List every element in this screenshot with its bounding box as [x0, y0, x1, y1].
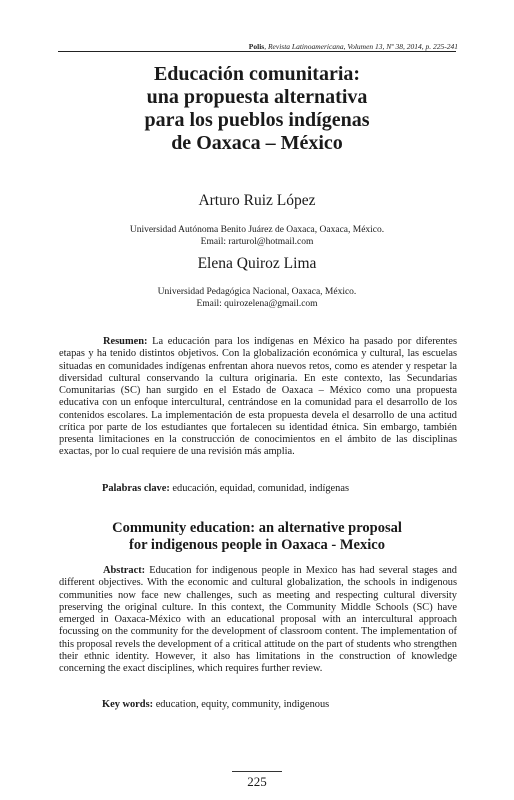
palabras-clave	[102, 483, 349, 494]
citation: , Revista Latinoamericana, Volumen 13, Nº 38, 2014, p. 225-241	[264, 42, 458, 51]
abstract-text: Education for indigenous people in Mexico has had several stages and different objectives. With the economic and cultural globalization, the schools in indigenous communities now face new challenges, such as meeting and respecting cultural diversity preserving the original culture. In this context, the Community Middle Schools (SC) have emerged in Oaxaca-México with an educational proposal with an intercultural approach focussing on the community for the development of classroom content. The implementation of this proposal revels the development of a critical attitude on the part of students who strengthen their ethnic identity. However, it also has limitations in the construction of knowledge concerning the exact disciplines, which requires further review.	[59, 565, 457, 674]
author-affiliation	[60, 224, 454, 248]
header-rule	[58, 51, 456, 52]
abstract-label: Abstract:	[103, 565, 146, 576]
journal-name: Polis	[248, 42, 265, 51]
english-title-line: for indigenous people in Oaxaca - Mexico	[129, 537, 385, 553]
title-line: Educación comunitaria:	[153, 63, 361, 85]
affiliation-text: Universidad Autónoma Benito Juárez de Oaxaca, Oaxaca, México.	[129, 225, 385, 235]
running-head	[249, 42, 458, 51]
author-email: Email: rarturol@hotmail.com	[200, 237, 314, 247]
affiliation-text: Universidad Pedagógica Nacional, Oaxaca, México.	[157, 287, 357, 297]
palabras-clave-text: educación, equidad, comunidad, indígenas	[169, 483, 350, 494]
author-email: Email: quirozelena@gmail.com	[196, 299, 318, 309]
english-title-line: Community education: an alternative proposal	[112, 520, 402, 536]
english-title	[60, 520, 454, 554]
key-words-text: education, equity, community, indigenous	[153, 699, 330, 710]
page-number: 225	[247, 774, 267, 789]
key-words-label: Key words:	[102, 699, 154, 710]
abstract-paragraph	[59, 565, 457, 675]
key-words	[102, 699, 329, 710]
title-line: una propuesta alternativa	[146, 86, 368, 108]
title-line: de Oaxaca – México	[171, 132, 343, 154]
resumen-label: Resumen:	[103, 336, 148, 347]
article-title	[60, 63, 454, 155]
author-name: Arturo Ruiz López	[198, 192, 316, 209]
title-line: para los pueblos indígenas	[144, 109, 370, 131]
author-name: Elena Quiroz Lima	[197, 255, 317, 272]
author-affiliation	[60, 286, 454, 310]
palabras-clave-label: Palabras clave:	[102, 483, 170, 494]
resumen-text: La educación para los indígenas en México ha pasado por diferentes etapas y ha tenido distintos objetivos. Con la globalización económica y cultural, las escuelas situadas en comunidades indígenas enfrentan ahora nuevos retos, como es atender y respetar la diversidad cultural conservando la cultura originaria. En este contexto, las Secundarias Comunitarias (SC) han surgido en el Estado de Oaxaca – México como una propuesta educativa con un enfoque intercultural, centrándose en la comunidad para el desarrollo de los contenidos escolares. La implementación de esta propuesta devela el desarrollo de una actitud crítica por parte de los estudiantes que fortalecen su identidad étnica. Sin embargo, también presenta limitaciones en la construcción de conocimientos en el ámbito de las disciplinas exactas, por lo cual requiere de una revisión más amplia.	[59, 336, 457, 458]
resumen-paragraph	[59, 336, 457, 459]
page-number-rule	[232, 771, 282, 772]
